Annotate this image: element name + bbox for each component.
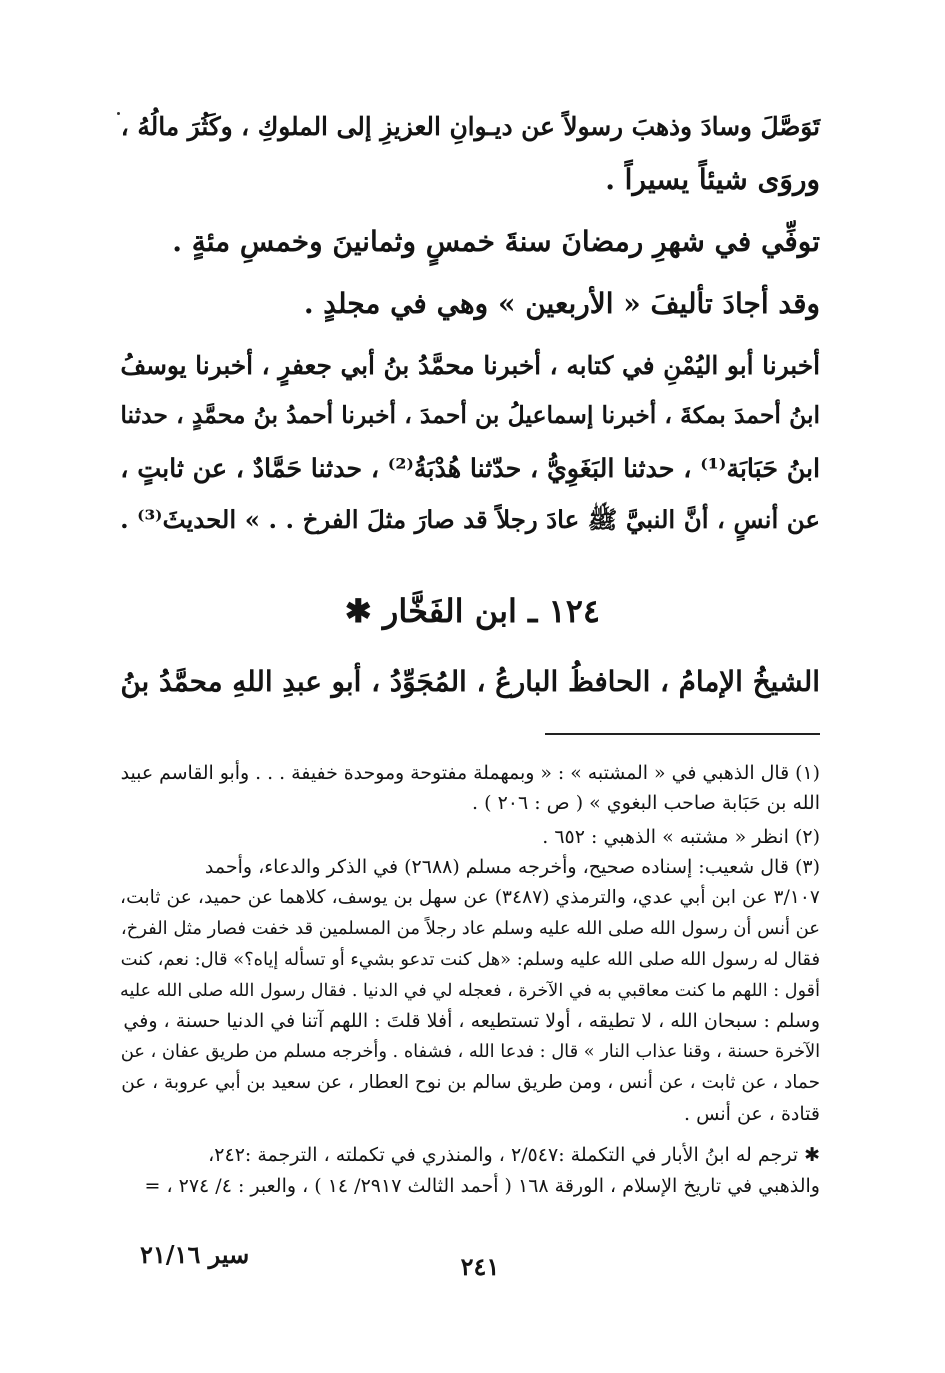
main-text-line: ابنُ أحمدَ بمكةَ ، أخبرنا إسماعيلُ بن أحمدَ ، أخبرنا أحمدُ بنُ محمَّدٍ ، حدثنا: [120, 401, 820, 429]
footnote-line: حماد ، عن ثابت ، عن أنس ، ومن طريق سالم بن نوح العطار ، عن سعيد بن أبي عروبة ، عن: [121, 1072, 820, 1093]
footnote-line: قتادة ، عن أنس .: [684, 1103, 820, 1125]
footnote-line: أقول : اللهم ما كنت معاقبي به في الآخرة ، فعجله لي في الدنيا . فقال رسول الله صلى الله عليه: [120, 981, 820, 1001]
signature-mark: سير ٢١/١٦: [140, 1240, 250, 1269]
main-text-line: عن أنسٍ ، أنَّ النبيَّ ﷺ عادَ رجلاً قد صارَ مثلَ الفرخ . . » الحديثَ⁽³⁾ .: [120, 505, 820, 534]
footnote-line: فقال له رسول الله صلى الله عليه وسلم: «هل كنت تدعو بشيء أو تسأله إياه؟» قال: نعم، كنت: [120, 949, 820, 970]
footnote-line: ٣/١٠٧ عن ابن أبي عدي، والترمذي (٣٤٨٧) عن سهل بن يوسف، كلاهما عن حميد، عن ثابت،: [120, 887, 820, 908]
main-text-line: توفِّي في شهرِ رمضانَ سنةَ خمسٍ وثمانينَ وخمسِ مئةٍ .: [172, 225, 820, 258]
footnote-line: الله بن حَبَابة صاحب البغوي » ( ص : ٢٠٦ ) .: [472, 792, 820, 814]
footnote-line: عن أنس أن رسول الله صلى الله عليه وسلم عاد رجلاً من المسلمين قد خفت فصار مثل الفرخ،: [120, 918, 820, 939]
page-number: ٢٤١: [460, 1252, 500, 1281]
footnote-line: والذهبي في تاريخ الإسلام ، الورقة ١٦٨ ( أحمد الثالث ٢٩١٧/ ١٤ ) ، والعبر : ٤/ ٢٧٤ ، =: [144, 1175, 820, 1197]
footnote-line: (٢) انظر « مشتبه » الذهبي : ٦٥٢ .: [542, 826, 820, 848]
footnote-line: (٣) قال شعيب: إسناده صحيح، وأخرجه مسلم (٢٦٨٨) في الذكر والدعاء، وأحمد: [204, 856, 820, 878]
main-text-line: أخبرنا أبو اليُمْنِ في كتابه ، أخبرنا محمَّدُ بنُ أبي جعفرٍ ، أخبرنا يوسفُ: [120, 351, 820, 380]
main-text-line: ابنُ حَبَابَة⁽¹⁾ ، حدثنا البَغَوِيُّ ، حدّثنا هُدْبَةُ⁽²⁾ ، حدثنا حَمَّادٌ ، عن ثابتٍ ،: [120, 453, 820, 483]
main-text-line: وقد أجادَ تأليفَ « الأربعين » وهي في مجلدٍ .: [303, 287, 820, 320]
footnote-line: الآخرة حسنة ، وقنا عذاب النار » قال : فدعا الله ، فشفاه . وأخرجه مسلم من طريق عفان ، عن: [120, 1042, 820, 1062]
footnote-line: وسلم : سبحان الله ، لا تطيقه ، أولا تستطيعه ، أفلا قلتَ : اللهم آتنا في الدنيا حسنة ، وفي: [123, 1010, 820, 1032]
footnote-separator: [545, 733, 820, 735]
entry-title: ١٢٤ ـ ابن الفَخَّار ✱: [344, 592, 601, 630]
main-text-line: وروَى شيئاً يسيراً .: [605, 163, 820, 196]
speck-mark: [117, 112, 120, 115]
footnote-line: ✱ ترجم له ابنُ الأبار في التكملة :٢/٥٤٧ ، والمنذري في تكملته ، الترجمة :٢٤٢،: [208, 1144, 820, 1166]
footnote-line: (١) قال الذهبي في « المشتبه » : « وبمهملة مفتوحة وموحدة خفيفة . . . وأبو القاسم عبيد: [120, 762, 820, 784]
entry-first-line: الشيخُ الإمامُ ، الحافظُ البارعُ ، المُجَوِّدُ ، أبو عبدِ اللهِ محمَّدُ بنُ: [120, 665, 820, 698]
main-text-line: تَوَصَّلَ وسادَ وذهبَ رسولاً عن ديـوانِ العزيزِ إلى الملوكِ ، وكَثُرَ مالُهُ ،: [120, 112, 820, 141]
